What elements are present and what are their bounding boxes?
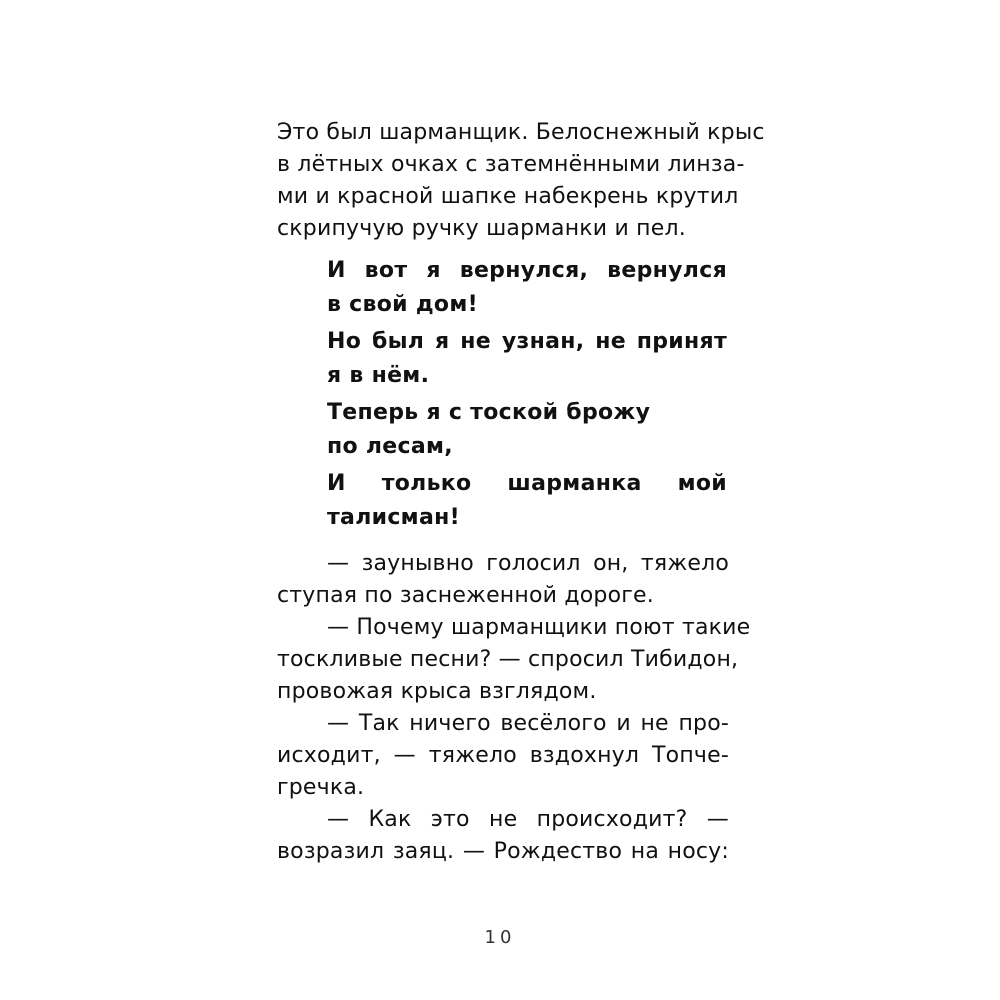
text-line: провожая крыса взглядом.	[277, 679, 597, 704]
verse-line: я в нём.	[327, 363, 430, 388]
text-line: — Так ничего весёлого и не про-	[327, 711, 729, 736]
song-verse	[327, 254, 727, 538]
verse-line: И вот я вернулся, вернулся	[327, 258, 727, 283]
text-line: Это был шарманщик. Белоснежный крыс	[277, 120, 765, 145]
verse-line: И только шарманка мой	[327, 471, 727, 496]
verse-line: по лесам,	[327, 434, 453, 459]
verse-line: Теперь я с тоской брожу	[327, 400, 651, 425]
text-line: ми и красной шапке набекрень крутил	[277, 184, 739, 209]
text-line: возразил заяц. — Рождество на носу:	[277, 839, 729, 864]
verse-stanza	[327, 467, 727, 535]
text-line: гречка.	[277, 775, 365, 800]
verse-line: талисман!	[327, 505, 460, 530]
text-line: — заунывно голосил он, тяжело	[327, 551, 729, 576]
verse-line: в свой дом!	[327, 292, 478, 317]
text-line: ступая по заснеженной дороге.	[277, 583, 654, 608]
dialogue-paragraphs	[277, 548, 751, 868]
verse-stanza	[327, 325, 727, 393]
verse-stanza	[327, 254, 727, 322]
text-line: исходит, — тяжело вздохнул Топче-	[277, 743, 729, 768]
verse-line: Но был я не узнан, не принят	[327, 329, 727, 354]
verse-stanza	[327, 396, 727, 464]
text-line: — Как это не происходит? —	[327, 807, 729, 832]
text-line: тоскливые песни? — спросил Тибидон,	[277, 647, 739, 672]
page-number: 10	[484, 927, 516, 948]
text-line: — Почему шарманщики поют такие	[327, 615, 751, 640]
text-line: скрипучую ручку шарманки и пел.	[277, 216, 686, 241]
intro-paragraph	[277, 117, 765, 245]
text-line: в лётных очках с затемнёнными линза-	[277, 152, 745, 177]
